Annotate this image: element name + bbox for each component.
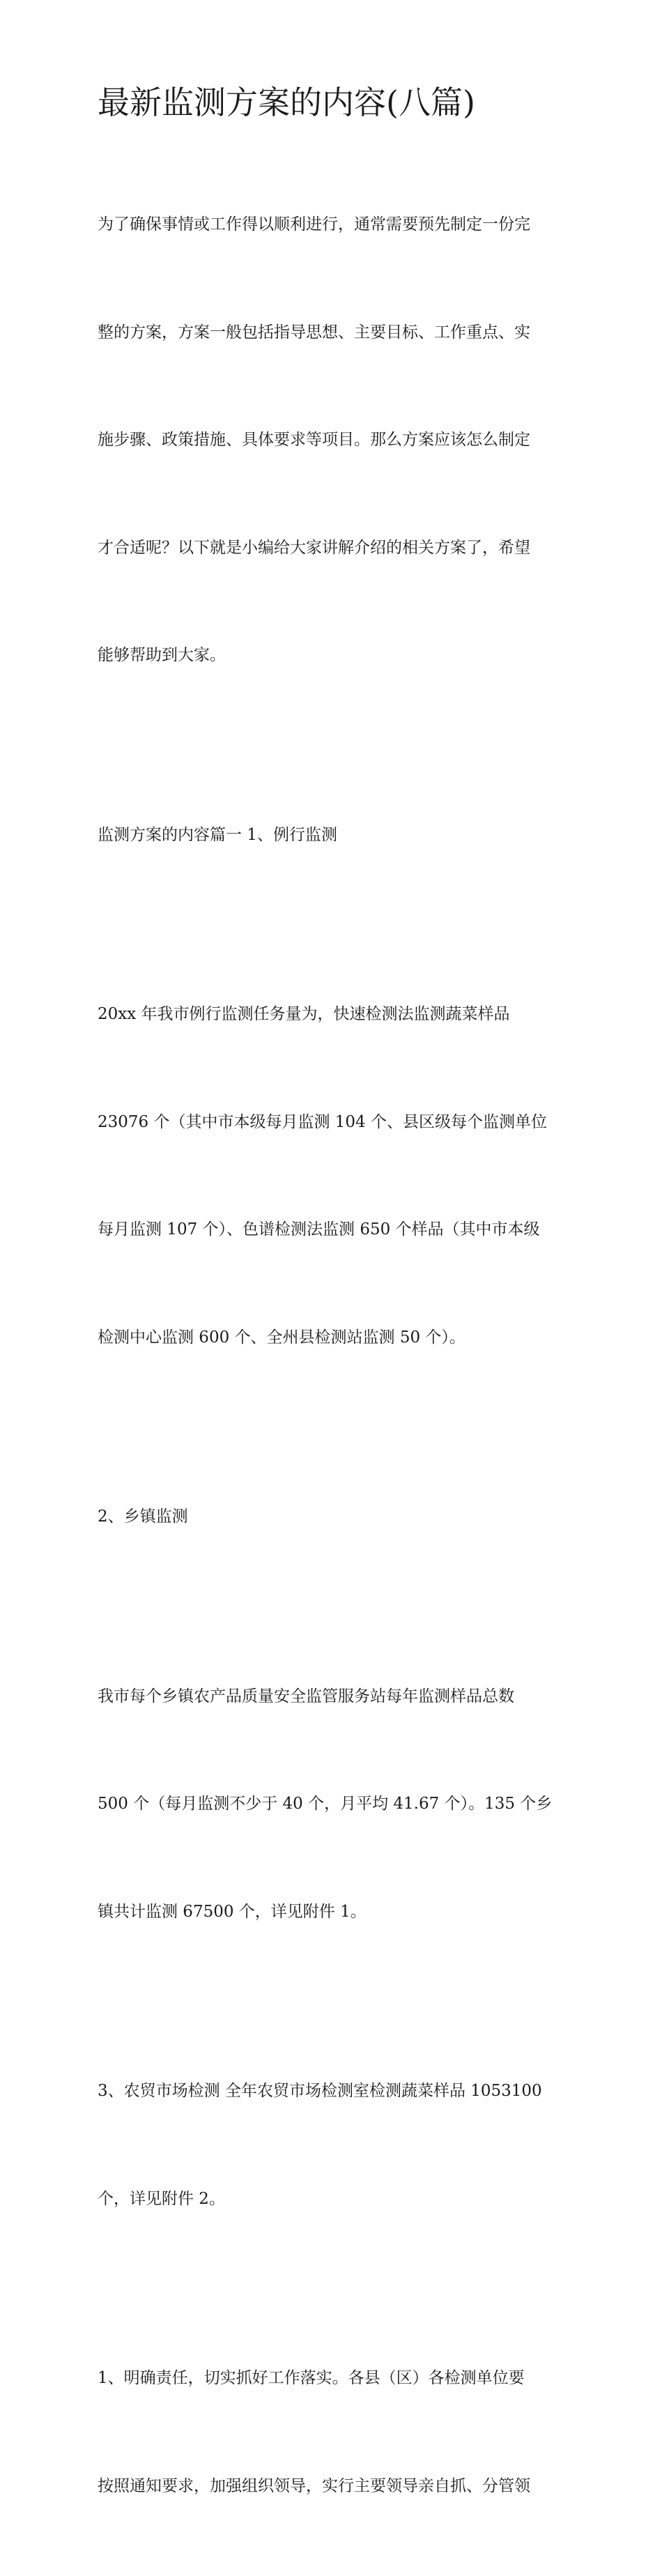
paragraph-line: 2、乡镇监测 (98, 1508, 188, 1526)
paragraph-line: 监测方案的内容篇一 1、例行监测 (98, 825, 337, 844)
document-page (98, 78, 571, 2576)
paragraph-township-monitoring (98, 1607, 571, 2002)
paragraph-intro (98, 135, 571, 746)
document-title: 最新监测方案的内容(八篇) (98, 84, 475, 121)
paragraph-line: 3、农贸市场检测 全年农贸市场检测室检测蔬菜样品 1053100 (98, 2082, 542, 2100)
paragraph-line: 镇共计监测 67500 个，详见附件 1。 (98, 1902, 367, 1921)
paragraph-line: 我市每个乡镇农产品质量安全监管服务站每年监测样品总数 (98, 1687, 514, 1705)
paragraph-line: 每月监测 107 个）、色谱检测法监测 650 个样品（其中市本级 (98, 1220, 540, 1239)
paragraph-responsibility (98, 2289, 571, 2576)
paragraph-line: 施步骤、政策措施、具体要求等项目。那么方案应该怎么制定 (98, 431, 530, 449)
paragraph-line: 500 个（每月监测不少于 40 个，月平均 41.67 个）。135 个乡 (98, 1795, 553, 1813)
paragraph-line: 整的方案，方案一般包括指导思想、主要目标、工作重点、实 (98, 323, 530, 342)
paragraph-line: 1、明确责任，切实抓好工作落实。各县（区）各检测单位要 (98, 2369, 525, 2387)
paragraph-line: 才合适呢？以下就是小编给大家讲解介绍的相关方案了，希望 (98, 538, 530, 557)
paragraph-line: 检测中心监测 600 个、全州县检测站监测 50 个）。 (98, 1328, 465, 1347)
paragraph-market-testing (98, 2002, 571, 2289)
section-heading-routine-monitoring (98, 746, 571, 926)
paragraph-line: 20xx 年我市例行监测任务量为，快速检测法监测蔬菜样品 (98, 1005, 510, 1023)
paragraph-line: 23076 个（其中市本级每月监测 104 个、县区级每个监测单位 (98, 1112, 547, 1131)
paragraph-line: 为了确保事情或工作得以顺利进行，通常需要预先制定一份完 (98, 215, 530, 233)
paragraph-routine-monitoring (98, 925, 571, 1427)
paragraph-line: 能够帮助到大家。 (98, 646, 226, 664)
section-heading-township-monitoring (98, 1427, 571, 1607)
paragraph-line: 个，详见附件 2。 (98, 2189, 225, 2208)
paragraph-line: 按照通知要求，加强组织领导，实行主要领导亲自抓、分管领 (98, 2476, 530, 2495)
